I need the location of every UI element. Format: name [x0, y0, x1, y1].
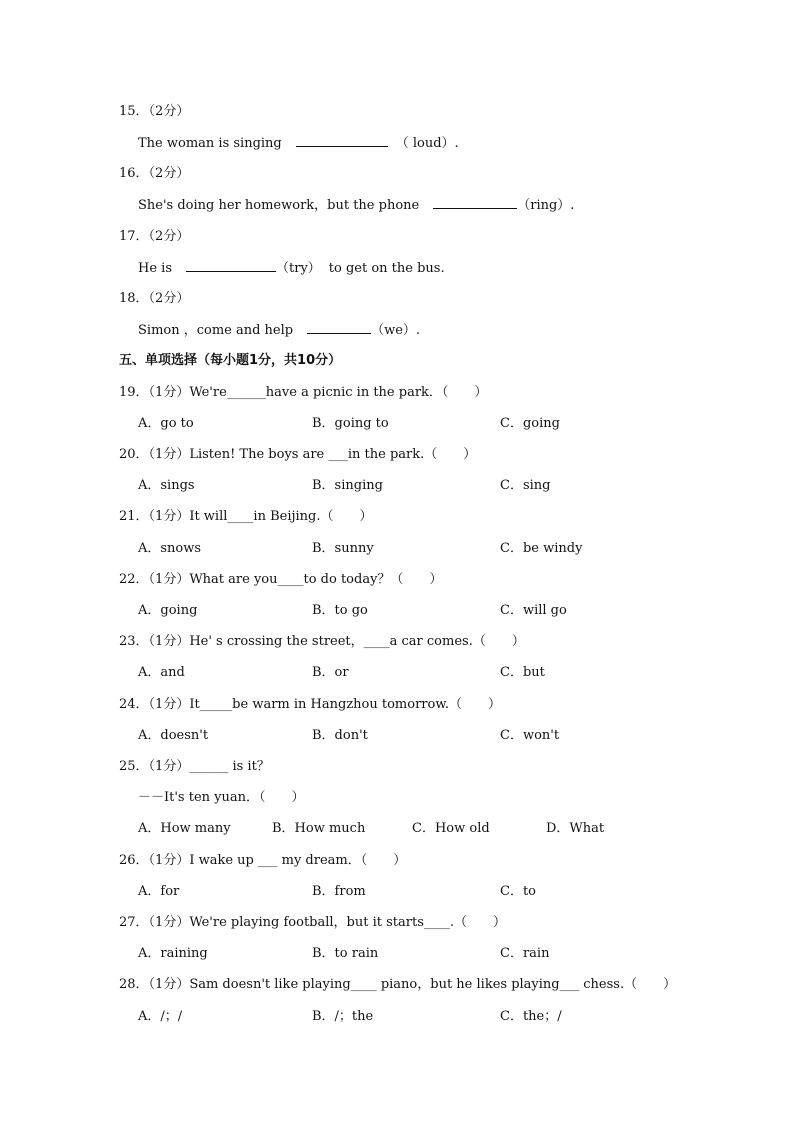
- option-a[interactable]: A．raining: [138, 946, 208, 961]
- question-text: 23．（1分）He' s crossing the street，____a car comes.（ ）: [119, 634, 525, 649]
- question-header: 15．（2分）: [119, 104, 190, 119]
- option-b[interactable]: B．How much: [272, 821, 366, 836]
- question-header: 17．（2分）: [119, 229, 190, 244]
- question-text: 27．（1分）We're playing football，but it starts____.（ ）: [119, 915, 507, 930]
- option-a[interactable]: A．doesn't: [138, 728, 209, 743]
- question-header: 16．（2分）: [119, 166, 190, 181]
- question-subline: －－It's ten yuan．（ ）: [138, 790, 305, 805]
- option-b[interactable]: B．from: [312, 884, 366, 899]
- question-text: 25．（1分）______ is it？: [119, 759, 270, 774]
- question-text: 22．（1分）What are you____to do today？（ ）: [119, 572, 443, 587]
- option-a[interactable]: A．and: [138, 665, 185, 680]
- question-text: [138, 321, 420, 340]
- option-b[interactable]: B．sunny: [312, 541, 374, 556]
- option-c[interactable]: C．be windy: [500, 541, 583, 556]
- option-b[interactable]: B．to rain: [312, 946, 379, 961]
- question-text: [138, 134, 459, 153]
- option-b[interactable]: B．going to: [312, 416, 389, 431]
- section-title: 五、单项选择（每小题1分，共10分）: [119, 353, 342, 368]
- question-text: 20．（1分）Listen! The boys are ___in the park.（ ）: [119, 447, 477, 462]
- option-a[interactable]: A．sings: [138, 478, 195, 493]
- option-c[interactable]: C．the；/: [500, 1009, 562, 1024]
- question-text-part: She's doing her homework，but the phone: [138, 198, 420, 213]
- question-text: [138, 259, 445, 278]
- answer-blank[interactable]: [296, 134, 388, 147]
- option-c[interactable]: C．rain: [500, 946, 550, 961]
- question-text-part: to get on the bus.: [328, 261, 445, 276]
- option-b[interactable]: B．/；the: [312, 1009, 374, 1024]
- option-a[interactable]: A．for: [138, 884, 180, 899]
- question-text: 19．（1分）We're______have a picnic in the park．（ ）: [119, 385, 488, 400]
- option-b[interactable]: B．don't: [312, 728, 368, 743]
- question-hint: （we）.: [371, 323, 421, 338]
- question-header: 18．（2分）: [119, 291, 190, 306]
- option-c[interactable]: C．but: [500, 665, 545, 680]
- question-text: 26．（1分）I wake up ___ my dream．（ ）: [119, 853, 407, 868]
- option-b[interactable]: B．or: [312, 665, 349, 680]
- question-hint: （ring）.: [517, 198, 575, 213]
- option-c[interactable]: C．to: [500, 884, 536, 899]
- option-c[interactable]: C．going: [500, 416, 560, 431]
- option-a[interactable]: A．snows: [138, 541, 202, 556]
- question-text: [138, 196, 574, 215]
- question-text: 28．（1分）Sam doesn't like playing____ piano，but he likes playing___ chess.（ ）: [119, 977, 677, 992]
- question-hint: （ loud）.: [395, 136, 459, 151]
- option-c[interactable]: C．sing: [500, 478, 551, 493]
- question-text-part: He is: [138, 261, 172, 276]
- question-text: 24．（1分）It_____be warm in Hangzhou tomorrow.（ ）: [119, 697, 502, 712]
- option-a[interactable]: A．going: [138, 603, 198, 618]
- answer-blank[interactable]: [433, 196, 517, 209]
- question-hint: （try）: [276, 261, 321, 276]
- option-b[interactable]: B．to go: [312, 603, 368, 618]
- option-c[interactable]: C．won't: [500, 728, 560, 743]
- option-c[interactable]: C．will go: [500, 603, 567, 618]
- option-d[interactable]: D．What: [546, 821, 605, 836]
- question-text: 21．（1分）It will____in Beijing.（ ）: [119, 509, 373, 524]
- option-a[interactable]: A．go to: [138, 416, 194, 431]
- question-text-part: The woman is singing: [138, 136, 282, 151]
- option-b[interactable]: B．singing: [312, 478, 383, 493]
- option-a[interactable]: A．How many: [138, 821, 231, 836]
- option-c[interactable]: C．How old: [412, 821, 490, 836]
- question-text-part: Simon ，come and help: [138, 323, 294, 338]
- answer-blank[interactable]: [307, 321, 371, 334]
- answer-blank[interactable]: [186, 259, 276, 272]
- option-a[interactable]: A．/；/: [138, 1009, 183, 1024]
